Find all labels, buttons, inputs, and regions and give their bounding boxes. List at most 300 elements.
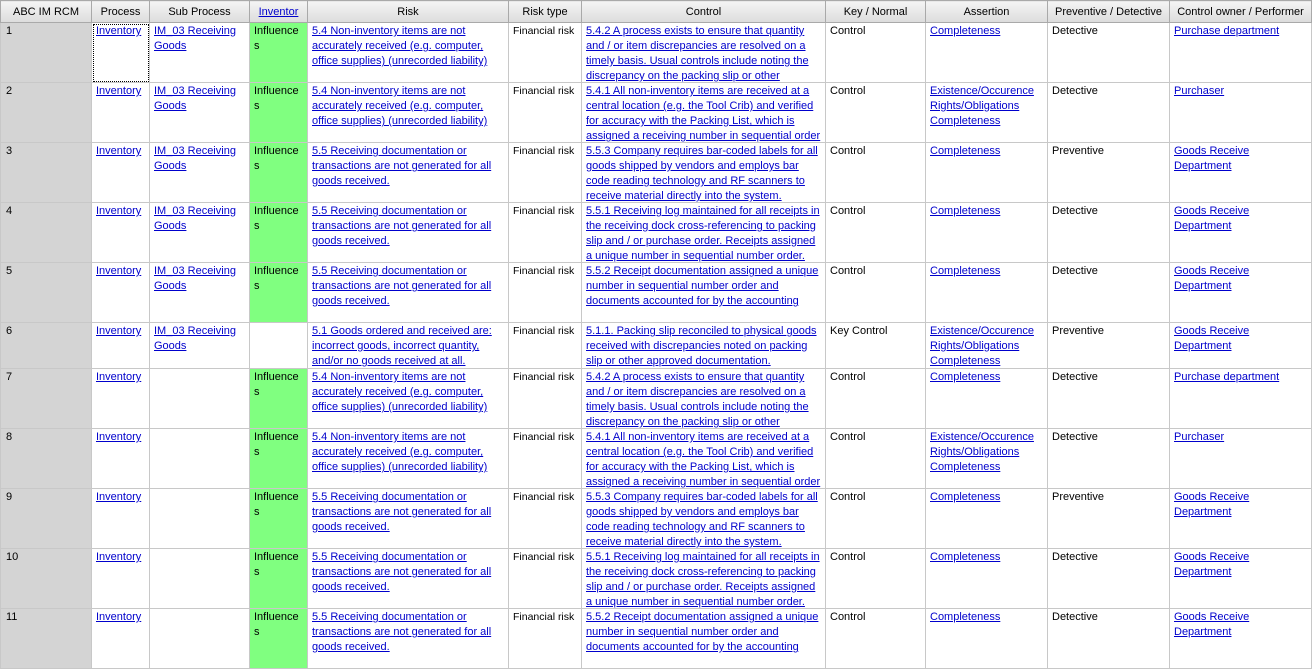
control-owner-link-content xyxy=(1170,83,1311,142)
key-normal-cell-content: Control xyxy=(830,491,866,503)
process-cell[interactable] xyxy=(92,323,150,369)
risk-cell[interactable] xyxy=(308,323,509,369)
risk-type-cell-content: Financial risk xyxy=(513,265,575,277)
process-link-content xyxy=(92,323,149,368)
row-number-cell[interactable] xyxy=(1,83,92,143)
key-normal-cell-cell[interactable] xyxy=(826,323,926,369)
assertion-column-header[interactable]: Assertion xyxy=(926,1,1048,23)
influences-cell-content: Influences xyxy=(254,25,299,52)
assertion-link[interactable]: Existence/Occurence Rights/Obligations Completeness xyxy=(930,431,1034,473)
key-normal-cell-content: Control xyxy=(830,611,866,623)
risk-link[interactable]: 5.5 Receiving documentation or transactions are not generated for all goods received. xyxy=(312,611,492,653)
row-number-content: 5 xyxy=(6,265,13,277)
assertion-cell[interactable] xyxy=(926,263,1048,323)
control-owner-link[interactable]: Goods Receive Department xyxy=(1174,205,1250,232)
preventive-detective-cell-cell[interactable] xyxy=(1048,83,1170,143)
row-number-cell[interactable] xyxy=(1,323,92,369)
process-cell[interactable] xyxy=(92,549,150,609)
sub-process-link[interactable]: IM_03 Receiving Goods xyxy=(154,85,236,112)
assertion-cell[interactable] xyxy=(926,549,1048,609)
risk-type-cell-cell[interactable] xyxy=(509,263,582,323)
table-row[interactable] xyxy=(1,369,1312,429)
risk-type-cell-content: Financial risk xyxy=(513,325,575,337)
preventive-detective-cell-cell[interactable] xyxy=(1048,369,1170,429)
process-link[interactable]: Inventory xyxy=(96,551,142,563)
assertion-link[interactable]: Completeness xyxy=(930,265,1001,277)
control-cell[interactable] xyxy=(582,323,826,369)
row-number-cell[interactable] xyxy=(1,609,92,669)
sub-process-link-content xyxy=(150,83,249,142)
table-row[interactable] xyxy=(1,83,1312,143)
row-number-cell[interactable] xyxy=(1,23,92,83)
influences-cell-content: Influences xyxy=(254,265,299,292)
control-cell[interactable] xyxy=(582,549,826,609)
control-cell[interactable] xyxy=(582,489,826,549)
control-owner-link[interactable]: Purchase department xyxy=(1174,371,1280,383)
control-owner-link[interactable]: Goods Receive Department xyxy=(1174,265,1250,292)
control-owner-link[interactable]: Goods Receive Department xyxy=(1174,611,1250,638)
control-owner-link-content xyxy=(1170,23,1311,82)
control-owner-link[interactable]: Purchaser xyxy=(1174,431,1225,443)
risk-column-header[interactable]: Risk xyxy=(308,1,509,23)
control-cell[interactable] xyxy=(582,23,826,83)
preventive-detective-cell-cell[interactable] xyxy=(1048,263,1170,323)
control-link[interactable]: 5.5.3 Company requires bar-coded labels for all goods shipped by vendors and employs bar code reading technology and RF scanners to receive material directly into the system. xyxy=(586,145,818,202)
control-owner-column-header[interactable]: Control owner / Performer xyxy=(1170,1,1312,23)
table-row[interactable] xyxy=(1,549,1312,609)
assertion-link[interactable]: Completeness xyxy=(930,145,1001,157)
corner-header[interactable]: ABC IM RCM xyxy=(1,1,92,23)
row-number-content: 7 xyxy=(6,371,13,383)
process-cell[interactable] xyxy=(92,609,150,669)
assertion-link-content xyxy=(926,263,1047,322)
control-owner-cell[interactable] xyxy=(1170,23,1312,83)
control-link[interactable]: 5.4.1 All non-inventory items are received at a central location (e.g. the Tool Crib) and verified for accuracy with the Packing List, which is assigned a receiving number in sequential order xyxy=(586,431,821,488)
row-number-content: 4 xyxy=(6,205,13,217)
sub-process-cell[interactable] xyxy=(150,23,250,83)
risk-type-cell-cell[interactable] xyxy=(509,203,582,263)
assertion-link[interactable]: Completeness xyxy=(930,551,1001,563)
preventive-detective-column-header[interactable]: Preventive / Detective xyxy=(1048,1,1170,23)
key-normal-cell-content: Control xyxy=(830,205,866,217)
sub-process-link[interactable]: IM_03 Receiving Goods xyxy=(154,205,236,232)
control-cell[interactable] xyxy=(582,263,826,323)
process-cell[interactable] xyxy=(92,203,150,263)
control-link[interactable]: 5.4.2 A process exists to ensure that quantity and / or item discrepancies are resolved on a timely basis. Usual controls include noting the discrepancy on the packing slip or other xyxy=(586,371,809,428)
risk-cell[interactable] xyxy=(308,609,509,669)
assertion-link-content xyxy=(926,369,1047,428)
process-cell[interactable] xyxy=(92,263,150,323)
risk-link[interactable]: 5.1 Goods ordered and received are: incorrect goods, incorrect quantity, and/or no goods received at all. xyxy=(312,325,492,367)
key-normal-cell-cell[interactable] xyxy=(826,369,926,429)
table-row[interactable] xyxy=(1,143,1312,203)
risk-type-cell-cell[interactable] xyxy=(509,369,582,429)
row-number-cell[interactable] xyxy=(1,369,92,429)
control-cell[interactable] xyxy=(582,369,826,429)
risk-type-cell-content: Financial risk xyxy=(513,85,575,97)
process-link[interactable]: Inventory xyxy=(96,371,142,383)
assertion-link-content xyxy=(926,23,1047,82)
control-link-content xyxy=(582,369,825,428)
influences-cell-content: Influences xyxy=(254,431,299,458)
key-normal-cell-cell[interactable] xyxy=(826,489,926,549)
table-row[interactable] xyxy=(1,23,1312,83)
control-link[interactable]: 5.4.1 All non-inventory items are received at a central location (e.g. the Tool Crib) and verified for accuracy with the Packing List, which is assigned a receiving number in sequential order xyxy=(586,85,821,142)
control-link-content xyxy=(582,549,825,608)
influences-cell-content: Influences xyxy=(254,85,299,112)
preventive-detective-cell-content: Detective xyxy=(1052,85,1098,97)
risk-type-cell-cell[interactable] xyxy=(509,23,582,83)
sub-process-link-content xyxy=(150,263,249,322)
influences-cell-cell[interactable] xyxy=(250,23,308,83)
row-number-cell[interactable] xyxy=(1,429,92,489)
row-number-content: 10 xyxy=(6,551,19,563)
key-normal-cell-cell[interactable] xyxy=(826,143,926,203)
sub-process-cell[interactable] xyxy=(150,549,250,609)
sub-process-cell[interactable] xyxy=(150,489,250,549)
control-link[interactable]: 5.5.1 Receiving log maintained for all receipts in the receiving dock cross-referencing to packing slip and / or purchase order. Receipts assigned a unique number in sequential number order. xyxy=(586,205,820,262)
key-normal-column-header[interactable]: Key / Normal xyxy=(826,1,926,23)
risk-type-cell-cell[interactable] xyxy=(509,609,582,669)
risk-cell[interactable] xyxy=(308,429,509,489)
preventive-detective-cell-cell[interactable] xyxy=(1048,549,1170,609)
risk-link-content xyxy=(308,143,508,202)
assertion-link[interactable]: Completeness xyxy=(930,205,1001,217)
process-link-content xyxy=(92,609,149,668)
control-column-header[interactable]: Control xyxy=(582,1,826,23)
assertion-link-content xyxy=(926,489,1047,548)
preventive-detective-cell-cell[interactable] xyxy=(1048,203,1170,263)
row-number-cell[interactable] xyxy=(1,143,92,203)
row-number-cell[interactable] xyxy=(1,549,92,609)
control-link-content xyxy=(582,83,825,142)
assertion-link-content xyxy=(926,83,1047,142)
process-cell[interactable] xyxy=(92,429,150,489)
control-cell[interactable] xyxy=(582,609,826,669)
control-owner-cell[interactable] xyxy=(1170,489,1312,549)
risk-cell[interactable] xyxy=(308,489,509,549)
control-owner-link[interactable]: Goods Receive Department xyxy=(1174,325,1250,352)
sub-process-link[interactable]: IM_03 Receiving Goods xyxy=(154,25,236,52)
process-link-content xyxy=(92,489,149,548)
row-number-cell[interactable] xyxy=(1,263,92,323)
control-link[interactable]: 5.5.2 Receipt documentation assigned a unique number in sequential number order and documents accounted for by the accounting xyxy=(586,265,819,307)
preventive-detective-cell-content: Detective xyxy=(1052,25,1098,37)
control-owner-cell[interactable] xyxy=(1170,143,1312,203)
process-column-header[interactable]: Process xyxy=(92,1,150,23)
risk-link[interactable]: 5.5 Receiving documentation or transactions are not generated for all goods received. xyxy=(312,145,492,187)
assertion-cell[interactable] xyxy=(926,83,1048,143)
risk-cell[interactable] xyxy=(308,143,509,203)
row-number-content: 3 xyxy=(6,145,13,157)
risk-link[interactable]: 5.5 Receiving documentation or transactions are not generated for all goods received. xyxy=(312,491,492,533)
control-owner-cell[interactable] xyxy=(1170,263,1312,323)
influences-cell-cell[interactable] xyxy=(250,489,308,549)
process-link-content xyxy=(92,143,149,202)
control-link[interactable]: 5.1.1. Packing slip reconciled to physical goods received with discrepancies noted on packing slip or other approved documentation. xyxy=(586,325,817,367)
risk-cell[interactable] xyxy=(308,203,509,263)
assertion-cell[interactable] xyxy=(926,203,1048,263)
control-owner-link[interactable]: Goods Receive Department xyxy=(1174,145,1250,172)
risk-type-cell-content: Financial risk xyxy=(513,491,575,503)
risk-type-cell-content: Financial risk xyxy=(513,25,575,37)
process-cell[interactable] xyxy=(92,489,150,549)
process-link[interactable]: Inventory xyxy=(96,431,142,443)
risk-cell[interactable] xyxy=(308,549,509,609)
risk-link-content xyxy=(308,23,508,82)
process-cell[interactable] xyxy=(92,83,150,143)
table-row[interactable] xyxy=(1,203,1312,263)
risk-type-cell-content: Financial risk xyxy=(513,551,575,563)
risk-link-content xyxy=(308,609,508,668)
influences-cell-cell[interactable] xyxy=(250,263,308,323)
sub-process-link-content xyxy=(150,489,249,548)
process-link[interactable]: Inventory xyxy=(96,205,142,217)
assertion-cell[interactable] xyxy=(926,609,1048,669)
risk-link-content xyxy=(308,203,508,262)
table-row[interactable] xyxy=(1,489,1312,549)
preventive-detective-cell-cell[interactable] xyxy=(1048,609,1170,669)
control-owner-link-content xyxy=(1170,429,1311,488)
risk-link[interactable]: 5.4 Non-inventory items are not accurately received (e.g. computer, office supplies) (unrecorded liability) xyxy=(312,431,488,473)
control-owner-link-content xyxy=(1170,263,1311,322)
preventive-detective-cell-content: Detective xyxy=(1052,265,1098,277)
process-link-content xyxy=(92,83,149,142)
preventive-detective-cell-content: Detective xyxy=(1052,371,1098,383)
sub-process-cell[interactable] xyxy=(150,323,250,369)
control-owner-link[interactable]: Purchaser xyxy=(1174,85,1225,97)
influences-cell-content xyxy=(250,323,307,368)
control-cell[interactable] xyxy=(582,429,826,489)
assertion-link[interactable]: Completeness xyxy=(930,491,1001,503)
sub-process-cell[interactable] xyxy=(150,143,250,203)
process-cell[interactable] xyxy=(92,369,150,429)
influences-cell-content: Influences xyxy=(254,205,299,232)
key-normal-cell-cell[interactable] xyxy=(826,429,926,489)
assertion-link[interactable]: Existence/Occurence Rights/Obligations Completeness xyxy=(930,325,1034,367)
assertion-link-content xyxy=(926,143,1047,202)
control-link[interactable]: 5.5.1 Receiving log maintained for all receipts in the receiving dock cross-referencing to packing slip and / or purchase order. Receipts assigned a unique number in sequential number order. xyxy=(586,551,820,608)
sub-process-cell[interactable] xyxy=(150,263,250,323)
control-owner-link[interactable]: Goods Receive Department xyxy=(1174,551,1250,578)
control-owner-cell[interactable] xyxy=(1170,323,1312,369)
risk-link-content xyxy=(308,429,508,488)
control-cell[interactable] xyxy=(582,143,826,203)
inventor-column-header[interactable] xyxy=(250,1,308,23)
assertion-cell[interactable] xyxy=(926,143,1048,203)
process-link[interactable]: Inventory xyxy=(96,611,142,623)
control-owner-link[interactable]: Goods Receive Department xyxy=(1174,491,1250,518)
preventive-detective-cell-content: Detective xyxy=(1052,431,1098,443)
key-normal-cell-content: Control xyxy=(830,145,866,157)
control-owner-link-content xyxy=(1170,143,1311,202)
influences-cell-cell[interactable] xyxy=(250,549,308,609)
assertion-cell[interactable] xyxy=(926,369,1048,429)
process-link[interactable]: Inventory xyxy=(96,265,142,277)
risk-type-cell-cell[interactable] xyxy=(509,83,582,143)
influences-cell-cell[interactable] xyxy=(250,203,308,263)
inventor-header-link[interactable]: Inventor xyxy=(258,5,299,18)
risk-link-content xyxy=(308,83,508,142)
assertion-link-content xyxy=(926,429,1047,488)
process-link-content xyxy=(92,23,149,82)
sub-process-link-content xyxy=(150,549,249,608)
control-link[interactable]: 5.4.2 A process exists to ensure that quantity and / or item discrepancies are resolved on a timely basis. Usual controls include noting the discrepancy on the packing slip or other xyxy=(586,25,809,82)
risk-cell[interactable] xyxy=(308,263,509,323)
influences-cell-cell[interactable] xyxy=(250,429,308,489)
key-normal-cell-cell[interactable] xyxy=(826,203,926,263)
sub-process-column-header[interactable]: Sub Process xyxy=(150,1,250,23)
sub-process-link[interactable]: IM_03 Receiving Goods xyxy=(154,325,236,352)
key-normal-cell-cell[interactable] xyxy=(826,549,926,609)
control-owner-link[interactable]: Purchase department xyxy=(1174,25,1280,37)
sub-process-link-content xyxy=(150,609,249,668)
risk-link[interactable]: 5.5 Receiving documentation or transactions are not generated for all goods received. xyxy=(312,265,492,307)
risk-link[interactable]: 5.5 Receiving documentation or transactions are not generated for all goods received. xyxy=(312,205,492,247)
risk-link-content xyxy=(308,369,508,428)
risk-link[interactable]: 5.4 Non-inventory items are not accurately received (e.g. computer, office supplies) (unrecorded liability) xyxy=(312,25,488,67)
key-normal-cell-content: Key Control xyxy=(830,325,888,337)
row-number-content: 8 xyxy=(6,431,13,443)
process-cell[interactable] xyxy=(92,23,150,83)
control-owner-cell[interactable] xyxy=(1170,549,1312,609)
control-link-content xyxy=(582,323,825,368)
control-link-content xyxy=(582,429,825,488)
header-row xyxy=(1,1,1312,23)
influences-cell-cell[interactable] xyxy=(250,83,308,143)
assertion-cell[interactable] xyxy=(926,429,1048,489)
process-link[interactable]: Inventory xyxy=(96,85,142,97)
sub-process-cell[interactable] xyxy=(150,609,250,669)
sub-process-cell[interactable] xyxy=(150,369,250,429)
risk-type-column-header[interactable]: Risk type xyxy=(509,1,582,23)
risk-cell[interactable] xyxy=(308,23,509,83)
control-link[interactable]: 5.5.3 Company requires bar-coded labels for all goods shipped by vendors and employs bar code reading technology and RF scanners to receive material directly into the system. xyxy=(586,491,818,548)
key-normal-cell-cell[interactable] xyxy=(826,609,926,669)
assertion-link-content xyxy=(926,323,1047,368)
preventive-detective-cell-content: Detective xyxy=(1052,551,1098,563)
risk-type-cell-cell[interactable] xyxy=(509,143,582,203)
preventive-detective-cell-cell[interactable] xyxy=(1048,429,1170,489)
key-normal-cell-content: Control xyxy=(830,25,866,37)
preventive-detective-cell-content: Detective xyxy=(1052,611,1098,623)
assertion-cell[interactable] xyxy=(926,323,1048,369)
influences-cell-content: Influences xyxy=(254,371,299,398)
sub-process-link[interactable]: IM_03 Receiving Goods xyxy=(154,265,236,292)
control-owner-cell[interactable] xyxy=(1170,203,1312,263)
control-owner-cell[interactable] xyxy=(1170,83,1312,143)
sub-process-link-content xyxy=(150,23,249,82)
preventive-detective-cell-content: Detective xyxy=(1052,205,1098,217)
process-link[interactable]: Inventory xyxy=(96,25,142,37)
assertion-link[interactable]: Completeness xyxy=(930,611,1001,623)
risk-cell[interactable] xyxy=(308,369,509,429)
preventive-detective-cell-cell[interactable] xyxy=(1048,143,1170,203)
preventive-detective-cell-cell[interactable] xyxy=(1048,323,1170,369)
risk-type-cell-cell[interactable] xyxy=(509,489,582,549)
row-number-cell[interactable] xyxy=(1,203,92,263)
control-link[interactable]: 5.5.2 Receipt documentation assigned a unique number in sequential number order and documents accounted for by the accounting xyxy=(586,611,819,653)
process-link[interactable]: Inventory xyxy=(96,145,142,157)
risk-link[interactable]: 5.5 Receiving documentation or transactions are not generated for all goods received. xyxy=(312,551,492,593)
assertion-link-content xyxy=(926,549,1047,608)
risk-cell[interactable] xyxy=(308,83,509,143)
assertion-link[interactable]: Existence/Occurence Rights/Obligations Completeness xyxy=(930,85,1034,127)
process-link-content xyxy=(92,263,149,322)
assertion-link[interactable]: Completeness xyxy=(930,25,1001,37)
control-link-content xyxy=(582,489,825,548)
row-number-content: 11 xyxy=(6,611,18,623)
assertion-link[interactable]: Completeness xyxy=(930,371,1001,383)
control-owner-link-content xyxy=(1170,203,1311,262)
influences-cell-cell[interactable] xyxy=(250,143,308,203)
sub-process-cell[interactable] xyxy=(150,429,250,489)
table-row[interactable] xyxy=(1,323,1312,369)
control-cell[interactable] xyxy=(582,203,826,263)
table-row[interactable] xyxy=(1,609,1312,669)
key-normal-cell-cell[interactable] xyxy=(826,83,926,143)
table-row[interactable] xyxy=(1,429,1312,489)
table-row[interactable] xyxy=(1,263,1312,323)
key-normal-cell-cell[interactable] xyxy=(826,23,926,83)
risk-link-content xyxy=(308,323,508,368)
process-link[interactable]: Inventory xyxy=(96,491,142,503)
control-link-content xyxy=(582,143,825,202)
process-link-content xyxy=(92,203,149,262)
process-link[interactable]: Inventory xyxy=(96,325,142,337)
risk-type-cell-cell[interactable] xyxy=(509,429,582,489)
assertion-link-content xyxy=(926,203,1047,262)
control-link-content xyxy=(582,203,825,262)
process-cell[interactable] xyxy=(92,143,150,203)
risk-type-cell-cell[interactable] xyxy=(509,323,582,369)
assertion-cell[interactable] xyxy=(926,489,1048,549)
risk-link-content xyxy=(308,549,508,608)
key-normal-cell-cell[interactable] xyxy=(826,263,926,323)
influences-cell-cell[interactable] xyxy=(250,369,308,429)
sub-process-cell[interactable] xyxy=(150,203,250,263)
control-owner-cell[interactable] xyxy=(1170,609,1312,669)
influences-cell-content: Influences xyxy=(254,145,299,172)
row-number-content: 1 xyxy=(6,25,13,37)
control-link-content xyxy=(582,23,825,82)
control-cell[interactable] xyxy=(582,83,826,143)
row-number-cell[interactable] xyxy=(1,489,92,549)
row-number-content: 9 xyxy=(6,491,13,503)
row-number-content: 6 xyxy=(6,325,13,337)
preventive-detective-cell-cell[interactable] xyxy=(1048,489,1170,549)
process-link-content xyxy=(92,549,149,608)
sub-process-link-content xyxy=(150,429,249,488)
control-owner-cell[interactable] xyxy=(1170,369,1312,429)
influences-cell-cell[interactable] xyxy=(250,609,308,669)
control-link-content xyxy=(582,263,825,322)
sub-process-cell[interactable] xyxy=(150,83,250,143)
control-owner-link-content xyxy=(1170,323,1311,368)
preventive-detective-cell-cell[interactable] xyxy=(1048,23,1170,83)
sub-process-link[interactable]: IM_03 Receiving Goods xyxy=(154,145,236,172)
control-owner-link-content xyxy=(1170,549,1311,608)
control-owner-cell[interactable] xyxy=(1170,429,1312,489)
assertion-cell[interactable] xyxy=(926,23,1048,83)
influences-cell-cell[interactable] xyxy=(250,323,308,369)
sub-process-link-content xyxy=(150,323,249,368)
risk-link[interactable]: 5.4 Non-inventory items are not accurately received (e.g. computer, office supplies) (unrecorded liability) xyxy=(312,85,488,127)
control-owner-link-content xyxy=(1170,609,1311,668)
influences-cell-content: Influences xyxy=(254,491,299,518)
risk-type-cell-cell[interactable] xyxy=(509,549,582,609)
risk-link[interactable]: 5.4 Non-inventory items are not accurately received (e.g. computer, office supplies) (unrecorded liability) xyxy=(312,371,488,413)
